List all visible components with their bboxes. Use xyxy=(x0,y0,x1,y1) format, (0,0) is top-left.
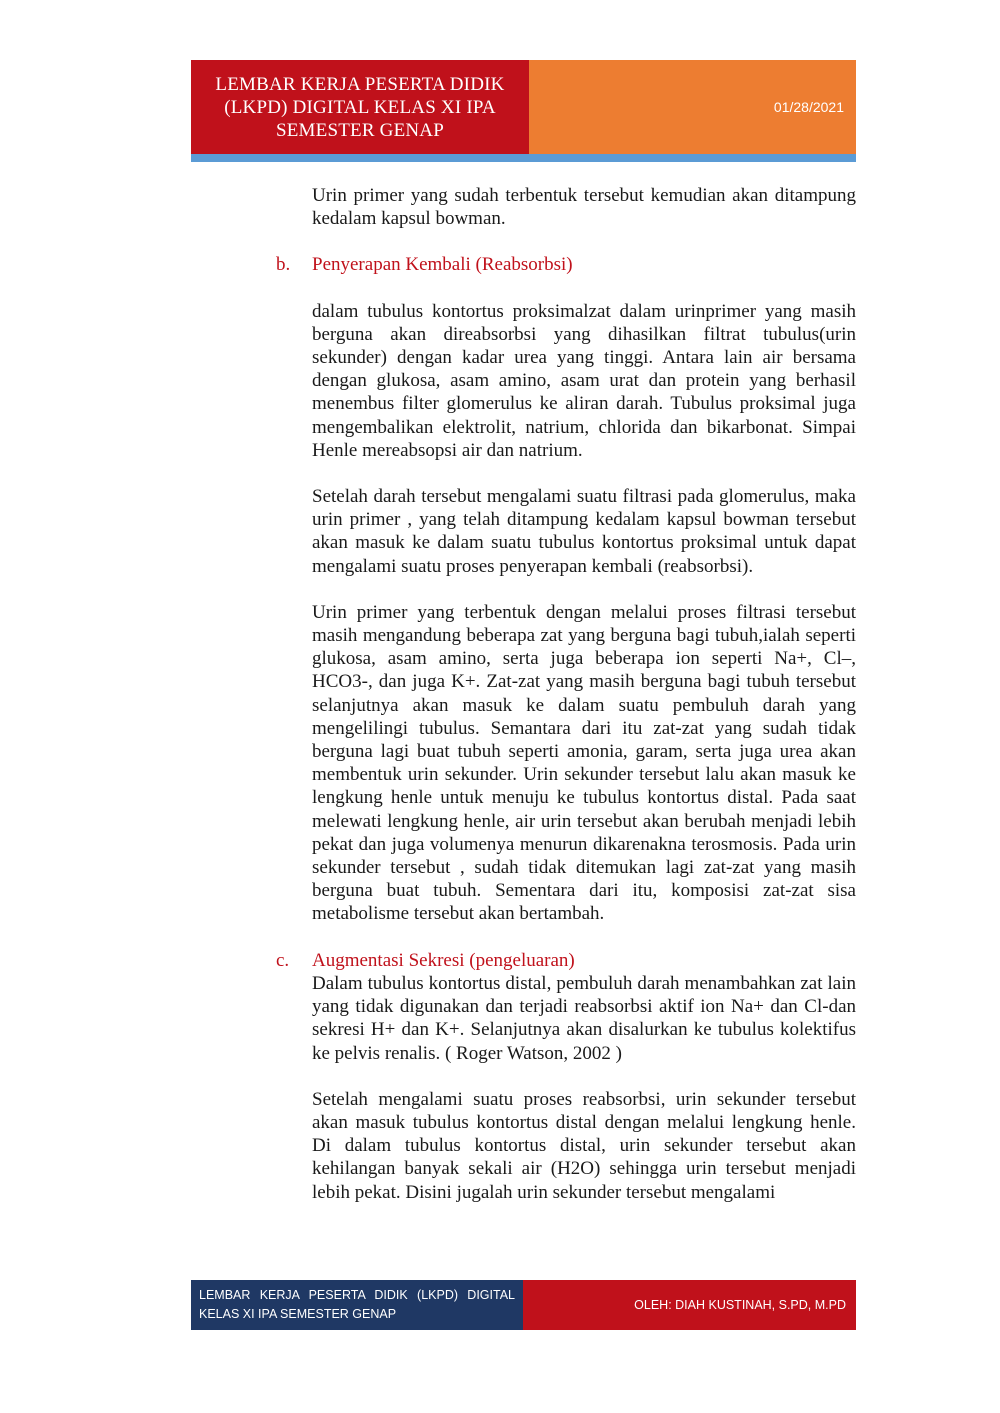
section-b-paragraph-1: dalam tubulus kontortus proksimalzat dalam urinprimer yang masih berguna akan direabsorbsi yang dihasilkan filtrat tubulus(urin sekunder) dengan kadar urea yang tinggi. Antara lain air bersama dengan glukosa, asam amino, asam urat dan protein yang berhasil menembus filter glomerulus ke aliran darah. Tubulus proksimal juga mengembalikan elektrolit, natrium, chlorida dan bikarbonat. Simpai Henle mereabsopsi air dan natrium. xyxy=(312,300,856,461)
page-footer xyxy=(191,1280,856,1330)
section-b-paragraph-2: Setelah darah tersebut mengalami suatu filtrasi pada glomerulus, maka urin primer , yang telah ditampung kedalam kapsul bowman tersebut akan masuk ke dalam suatu tubulus kontortus proksimal untuk dapat mengalami suatu proses penyerapan kembali (reabsorbsi). xyxy=(312,486,856,577)
footer-author: OLEH: DIAH KUSTINAH, S.PD, M.PD xyxy=(523,1280,856,1330)
section-c-marker: c. xyxy=(276,949,290,971)
section-c-paragraph-2: Setelah mengalami suatu proses reabsorbsi, urin sekunder tersebut akan masuk tubulus kontortus distal dengan melalui lengkung henle. Di dalam tubulus kontortus distal, urin sekunder tersebut akan kehilangan banyak sekali air (H2O) sehingga urin tersebut menjadi lebih pekat. Disini jugalah urin sekunder tersebut mengalami xyxy=(312,1088,856,1203)
section-c-title: Augmentasi Sekresi (pengeluaran) xyxy=(312,949,575,971)
page-header xyxy=(191,60,856,154)
section-b-title: Penyerapan Kembali (Reabsorbsi) xyxy=(312,254,573,276)
document-body xyxy=(276,184,856,1227)
header-date: 01/28/2021 xyxy=(529,60,856,154)
section-b-marker: b. xyxy=(276,254,291,276)
section-b-paragraph-3: Urin primer yang terbentuk dengan melalui proses filtrasi tersebut masih mengandung beberapa zat yang berguna bagi tubuh,ialah seperti glukosa, asam amino, serta juga beberapa ion seperti Na+, Cl–, HCO3-, dan juga K+. Zat-zat yang masih berguna bagi tubuh tersebut selanjutnya akan masuk ke dalam suatu pembuluh darah yang mengelilingi tubulus. Semantara dari itu zat-zat yang sudah tidak berguna lagi buat tubuh seperti amonia, garam, serta juga urea akan membentuk urin sekunder. Urin sekunder tersebut lalu akan masuk ke lengkung henle untuk menuju ke tubulus kontortus distal. Pada saat melewati lengkung henle, air urin tersebut akan berubah menjadi lebih pekat dan juga volumenya menurun dikarenakna terosmosis. Pada urin sekunder tersebut , sudah tidak ditemukan lagi zat-zat yang masih berguna buat tubuh. Sementara dari itu, komposisi zat-zat sisa metabolisme tersebut akan bertambah. xyxy=(312,601,856,925)
intro-paragraph: Urin primer yang sudah terbentuk tersebut kemudian akan ditampung kedalam kapsul bowman. xyxy=(312,185,856,230)
header-title: LEMBAR KERJA PESERTA DIDIK (LKPD) DIGITAL KELAS XI IPA SEMESTER GENAP xyxy=(191,60,529,154)
section-b-heading xyxy=(276,253,856,276)
section-c-paragraph-1: Dalam tubulus kontortus distal, pembuluh darah menambahkan zat lain yang tidak digunakan dan terjadi reabsorbsi aktif ion Na+ dan Cl-dan sekresi H+ dan K+. Selanjutnya akan disalurkan ke tubulus kolektifus ke pelvis renalis. ( Roger Watson, 2002 ) xyxy=(312,972,856,1064)
header-divider xyxy=(191,154,856,162)
footer-document-title: LEMBAR KERJA PESERTA DIDIK (LKPD) DIGITAL KELAS XI IPA SEMESTER GENAP xyxy=(191,1280,523,1330)
section-c-heading xyxy=(276,949,856,972)
